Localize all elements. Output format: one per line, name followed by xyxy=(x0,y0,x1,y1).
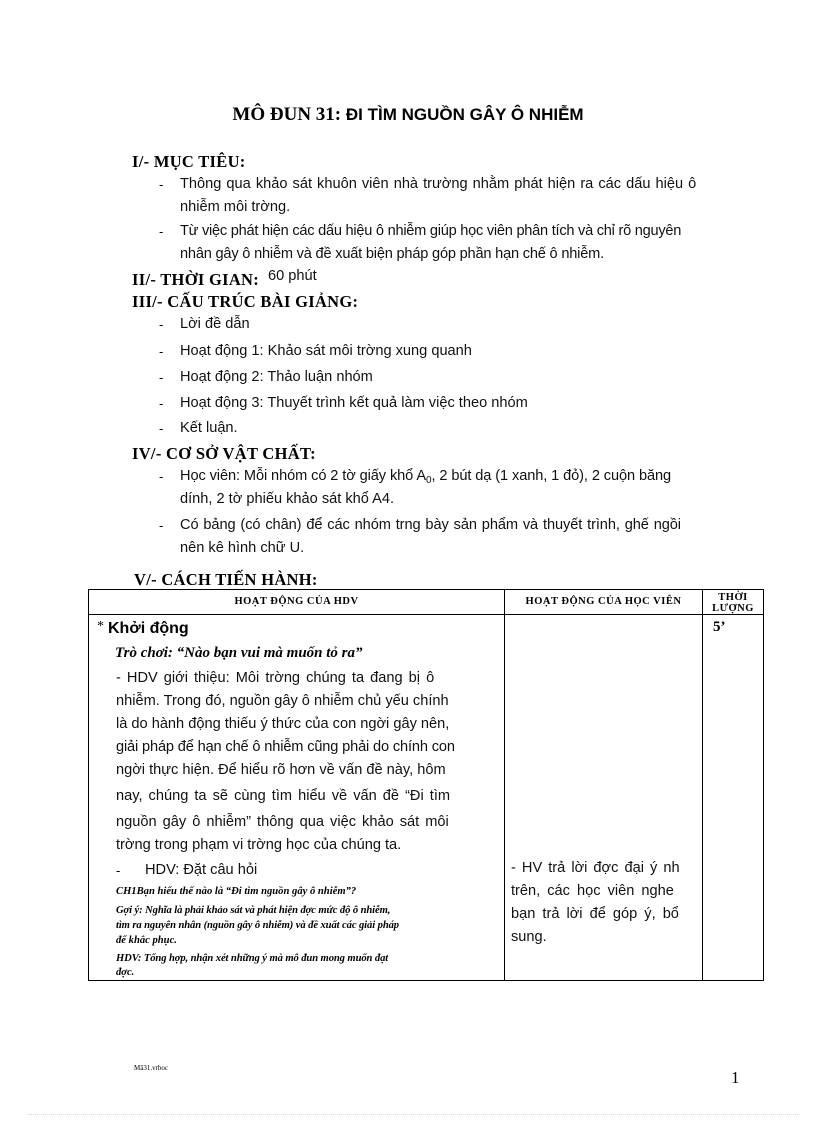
intro-line: nhiễm. Trong đó, nguồn gây ô nhiễm chủ yếu chính xyxy=(116,693,449,709)
bullet-dash: - xyxy=(159,344,164,359)
summary-line: HDV: Tổng hợp, nhận xét những ý mà mô đun mong muốn đạt xyxy=(116,953,389,964)
header-hdv: HOẠT ĐỘNG CỦA HDV xyxy=(234,596,359,607)
hv-line: sung. xyxy=(511,929,547,945)
intro-line: nguồn gây ô nhiễm” thông qua việc khảo sát môi xyxy=(116,814,449,830)
intro-line: là do hành động thiếu ý thức của con ngời gây nên, xyxy=(116,716,450,732)
structure-item: Hoạt động 2: Thảo luận nhóm xyxy=(180,369,373,385)
bullet-dash: - xyxy=(159,317,164,332)
materials-item-2-line-2: nên kê hình chữ U. xyxy=(180,540,305,556)
duration-value: 60 phút xyxy=(268,268,317,284)
hv-line: bạn trả lời để góp ý, bổ xyxy=(511,906,679,922)
bullet-dash: - xyxy=(159,518,164,533)
structure-item: Kết luận. xyxy=(180,420,238,436)
hint-line: tìm ra nguyên nhân (nguồn gây ô nhiễm) và đề xuất các giải pháp xyxy=(116,920,400,931)
bullet-dash: - xyxy=(116,863,121,878)
materials-item-1-line-2: dính, 2 tờ phiếu khảo sát khổ A4. xyxy=(180,491,395,507)
khoi-dong-heading: Khởi động xyxy=(108,620,189,637)
objective-1-line-2: nhiễm môi trờng. xyxy=(180,199,291,215)
activity-table xyxy=(88,589,764,981)
intro-line: giải pháp để hạn chế ô nhiễm cũng phải do chính con xyxy=(116,739,455,755)
heading-thoi-gian: II/- THỜI GIAN: xyxy=(132,270,260,289)
hv-line: trên, các học viên nghe xyxy=(511,883,674,899)
structure-item: Lời đề dẫn xyxy=(180,316,250,332)
header-hv-cell xyxy=(505,590,703,615)
objective-2-line-1: Từ việc phát hiện các dấu hiệu ô nhiễm giúp học viên phân tích và chỉ rõ nguyên xyxy=(180,223,682,239)
page-edge-line xyxy=(28,1114,800,1115)
hv-activities-cell xyxy=(505,615,703,981)
header-hv: HOẠT ĐỘNG CỦA HỌC VIÊN xyxy=(525,596,682,607)
heading-cach-tien-hanh: V/- CÁCH TIẾN HÀNH: xyxy=(134,570,318,589)
materials-item-2-line-1: Có bảng (có chân) để các nhóm trng bày sản phẩm và thuyết trình, ghế ngồi xyxy=(180,517,681,533)
structure-item: Hoạt động 1: Khảo sát môi trờng xung quanh xyxy=(180,343,472,359)
star-icon: * xyxy=(97,619,104,634)
heading-co-so: IV/- CƠ SỞ VẬT CHẤT: xyxy=(132,444,316,463)
page-number: 1 xyxy=(731,1068,740,1087)
hv-line: - HV trả lời đợc đại ý nh xyxy=(511,860,680,876)
intro-line: trờng trong phạm vi trờng học của chúng ta. xyxy=(116,837,402,853)
footer-filename: Mã31.vrboc xyxy=(134,1064,169,1072)
structure-item: Hoạt động 3: Thuyết trình kết quả làm việc theo nhóm xyxy=(180,395,528,411)
header-time: THỜI LƯỢNG xyxy=(712,592,754,614)
bullet-dash: - xyxy=(159,421,164,436)
hint-line: Gợi ý: Nghĩa là phải khảo sát và phát hiện đợc mức độ ô nhiễm, xyxy=(116,905,391,916)
game-title: Trò chơi: “Nào bạn vui mà muốn tỏ ra” xyxy=(115,645,363,661)
intro-line: ngời thực hiện. Để hiểu rõ hơn về vấn đề này, hôm xyxy=(116,762,446,778)
intro-line: nay, chúng ta sẽ cùng tìm hiểu về vấn đề “Đi tìm xyxy=(116,788,451,804)
bullet-dash: - xyxy=(159,396,164,411)
hdv-activities-cell xyxy=(89,615,505,981)
heading-cau-truc: III/- CẤU TRÚC BÀI GIẢNG: xyxy=(132,292,359,311)
time-value: 5’ xyxy=(713,619,726,635)
hdv-question: HDV: Đặt câu hỏi xyxy=(145,862,258,878)
hint-line: để khắc phục. xyxy=(116,935,177,946)
time-cell xyxy=(703,615,764,981)
question-ch1: CH1Bạn hiểu thế nào là “Đi tìm nguồn gây ô nhiễm”? xyxy=(116,886,357,897)
bullet-dash: - xyxy=(159,469,164,484)
header-hdv-cell xyxy=(89,590,505,615)
bullet-dash: - xyxy=(159,224,164,239)
heading-muc-tieu: I/- MỤC TIÊU: xyxy=(132,152,246,171)
document-title: MÔ ĐUN 31: ĐI TÌM NGUỒN GÂY Ô NHIỄM xyxy=(232,104,584,125)
summary-line: đợc. xyxy=(116,967,135,978)
bullet-dash: - xyxy=(159,370,164,385)
objective-2-line-2: nhân gây ô nhiễm và đề xuất biện pháp góp phần hạn chế ô nhiễm. xyxy=(180,246,604,262)
intro-line: - HDV giới thiệu: Môi trờng chúng ta đang bị ô xyxy=(116,670,435,686)
objective-1-line-1: Thông qua khảo sát khuôn viên nhà trường nhằm phát hiện ra các dấu hiệu ô xyxy=(180,176,697,192)
bullet-dash: - xyxy=(159,177,164,192)
header-time-cell xyxy=(703,590,764,615)
materials-item-1-line-1: Học viên: Mỗi nhóm có 2 tờ giấy khổ $A_0$, 2 bút dạ (1 xanh, 1 đỏ), 2 cuộn băng xyxy=(180,468,672,486)
